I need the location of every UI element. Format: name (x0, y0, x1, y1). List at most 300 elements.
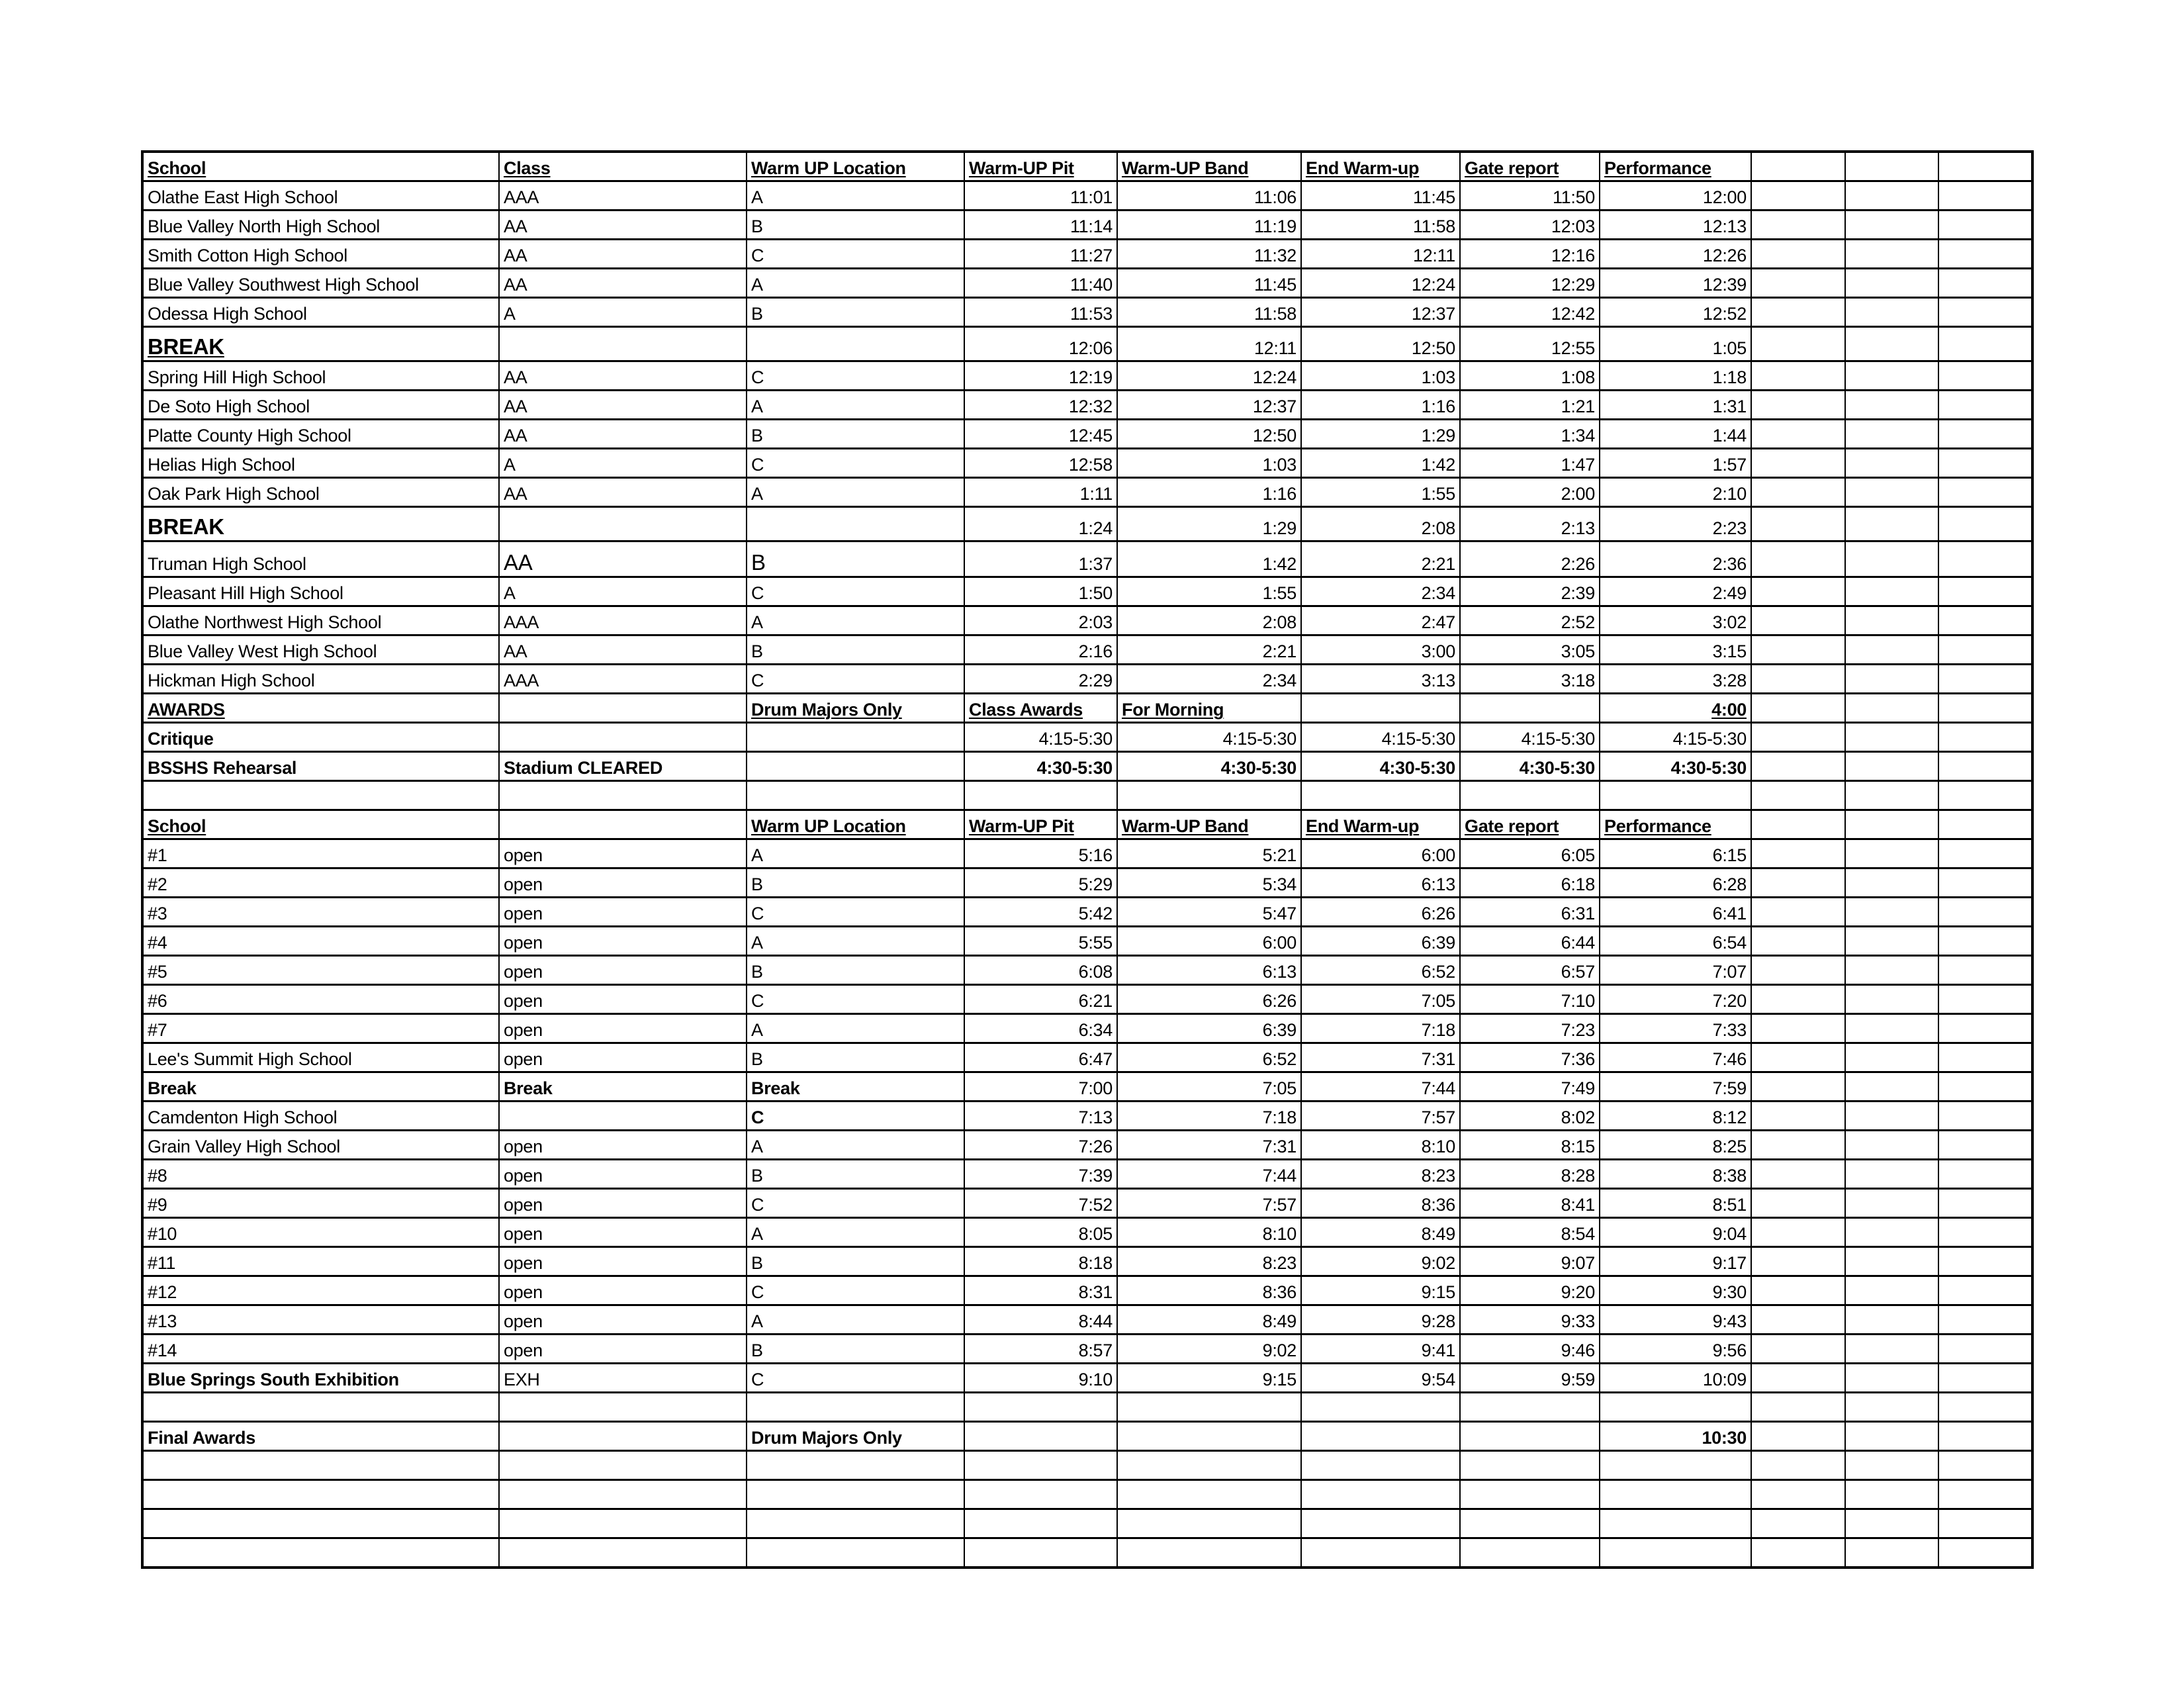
extra-empty-cell (1938, 868, 2032, 898)
warmup-band-cell (1117, 606, 1301, 635)
location-cell (747, 1102, 964, 1131)
performance-cell-text: 8:25 (1712, 1137, 1747, 1156)
school-cell-text: Grain Valley High School (148, 1137, 340, 1156)
gate-report-cell-text: 9:20 (1561, 1282, 1595, 1302)
end-warmup-cell (1301, 1072, 1460, 1102)
extra-empty-cell (1845, 1247, 1938, 1276)
extra-empty-cell (1938, 541, 2032, 577)
end-warmup-cell (1301, 420, 1460, 449)
gate-report-cell (1460, 420, 1600, 449)
extra-empty-cell (1938, 606, 2032, 635)
gate-report-cell-text: 2:00 (1561, 484, 1595, 504)
extra-empty-cell (1845, 956, 1938, 985)
warmup-band-cell (1117, 1364, 1301, 1393)
warmup-pit-cell (964, 635, 1117, 665)
warmup-band-cell (1117, 507, 1301, 541)
class-cell-text: A (504, 583, 516, 603)
end-warmup-cell (1301, 1335, 1460, 1364)
location-cell-text: C (751, 671, 764, 690)
performance-cell (1600, 868, 1751, 898)
extra-empty-cell (1845, 1422, 1938, 1451)
warmup-pit-cell (964, 1393, 1117, 1422)
gate-report-cell (1460, 985, 1600, 1014)
warmup-pit-cell (964, 240, 1117, 269)
end-warmup-cell-text: 8:23 (1421, 1166, 1455, 1186)
location-cell (747, 956, 964, 985)
gate-report-cell-text: 1:34 (1561, 426, 1595, 445)
location-cell-text: C (751, 904, 764, 923)
school-cell-text: #10 (148, 1224, 177, 1244)
class-cell (499, 665, 747, 694)
warmup-pit-cell (964, 449, 1117, 478)
gate-report-cell-text: 7:49 (1561, 1078, 1595, 1098)
schedule-row (142, 752, 2032, 781)
location-cell (747, 635, 964, 665)
warmup-pit-cell (964, 478, 1117, 507)
empty-cell (964, 1451, 1117, 1480)
warmup-pit-cell-text: 8:44 (1078, 1311, 1113, 1331)
school-cell-text: #6 (148, 991, 167, 1011)
extra-empty-cell (1938, 723, 2032, 752)
school-cell-text: Spring Hill High School (148, 367, 326, 387)
warmup-band-cell-text: 4:15-5:30 (1222, 729, 1297, 749)
extra-empty-cell (1751, 810, 1845, 839)
section2-header-row (142, 810, 2032, 839)
location-cell-text: B (751, 874, 763, 894)
school-cell (142, 478, 499, 507)
warmup-pit-cell-text: 8:57 (1078, 1340, 1113, 1360)
gate-report-cell (1460, 1131, 1600, 1160)
end-warmup-cell-text: 4:15-5:30 (1381, 729, 1455, 749)
location-cell (747, 927, 964, 956)
location-cell (747, 1247, 964, 1276)
empty-cell (1751, 1538, 1845, 1568)
school-cell-text: #12 (148, 1282, 177, 1302)
column-header-school-text: School (148, 816, 206, 836)
warmup-pit-cell-text: 11:01 (1069, 187, 1113, 207)
schedule-row (142, 1364, 2032, 1393)
school-cell-text: #9 (148, 1195, 167, 1215)
column-header-class-text: Class (504, 158, 551, 178)
end-warmup-cell-text: 6:26 (1421, 904, 1455, 923)
performance-cell-text: 2:23 (1712, 518, 1747, 538)
class-cell (499, 449, 747, 478)
schedule-row (142, 694, 2032, 723)
class-cell (499, 1072, 747, 1102)
location-cell-text: C (751, 1282, 764, 1302)
location-cell-text: A (751, 1224, 763, 1244)
schedule-row (142, 327, 2032, 361)
end-warmup-cell-text: 7:44 (1421, 1078, 1455, 1098)
extra-empty-cell (1751, 298, 1845, 327)
school-cell-text: Olathe East High School (148, 187, 338, 207)
school-cell (142, 211, 499, 240)
warmup-band-cell (1117, 1043, 1301, 1072)
school-cell-text: De Soto High School (148, 397, 310, 416)
warmup-pit-cell (964, 665, 1117, 694)
end-warmup-cell-text: 2:21 (1421, 554, 1455, 574)
warmup-pit-cell-text: 12:32 (1068, 397, 1113, 416)
empty-cell (1600, 781, 1751, 810)
schedule-row (142, 361, 2032, 391)
extra-empty-cell (1938, 181, 2032, 211)
gate-report-cell (1460, 298, 1600, 327)
empty-cell (747, 1480, 964, 1509)
warmup-pit-cell (964, 606, 1117, 635)
end-warmup-cell (1301, 507, 1460, 541)
gate-report-cell-text: 2:13 (1561, 518, 1595, 538)
extra-empty-cell (1751, 868, 1845, 898)
performance-cell-text: 8:51 (1712, 1195, 1747, 1215)
extra-empty-cell (1751, 927, 1845, 956)
column-header-school (142, 810, 499, 839)
school-cell (142, 327, 499, 361)
gate-report-cell-text: 1:47 (1561, 455, 1595, 475)
warmup-band-cell (1117, 956, 1301, 985)
gate-report-cell (1460, 269, 1600, 298)
extra-empty-cell (1845, 868, 1938, 898)
extra-empty-cell (1845, 1305, 1938, 1335)
warmup-band-cell-text: 4:30-5:30 (1220, 758, 1297, 778)
class-cell-text: AA (504, 550, 533, 575)
extra-empty-cell (1751, 1102, 1845, 1131)
end-warmup-cell-text: 8:49 (1421, 1224, 1455, 1244)
warmup-band-cell (1117, 868, 1301, 898)
school-cell (142, 1335, 499, 1364)
section1-header-row (142, 152, 2032, 181)
location-cell (747, 181, 964, 211)
extra-empty-cell (1751, 1393, 1845, 1422)
end-warmup-cell (1301, 478, 1460, 507)
extra-empty-cell (1845, 665, 1938, 694)
extra-empty-cell (1751, 478, 1845, 507)
class-cell (499, 752, 747, 781)
location-cell (747, 211, 964, 240)
class-cell-text: open (504, 1340, 543, 1360)
warmup-band-cell (1117, 327, 1301, 361)
school-cell-text: Oak Park High School (148, 484, 320, 504)
gate-report-cell (1460, 1247, 1600, 1276)
end-warmup-cell (1301, 665, 1460, 694)
end-warmup-cell-text: 11:45 (1412, 187, 1455, 207)
warmup-pit-cell-text: 5:55 (1078, 933, 1113, 953)
location-cell-text: B (751, 1340, 763, 1360)
class-cell (499, 898, 747, 927)
column-header-location (747, 152, 964, 181)
extra-empty-cell (1938, 1131, 2032, 1160)
location-cell-text: A (751, 187, 763, 207)
end-warmup-cell-text: 9:02 (1421, 1253, 1455, 1273)
extra-empty-cell (1845, 752, 1938, 781)
extra-empty-cell (1938, 1422, 2032, 1451)
warmup-band-cell-text: 7:18 (1262, 1107, 1297, 1127)
end-warmup-cell-text: 3:13 (1421, 671, 1455, 690)
performance-cell (1600, 1102, 1751, 1131)
extra-empty-cell (1938, 327, 2032, 361)
performance-cell-text: 1:57 (1712, 455, 1747, 475)
extra-empty-cell (1938, 665, 2032, 694)
warmup-band-cell (1117, 181, 1301, 211)
extra-empty-cell (1938, 152, 2032, 181)
end-warmup-cell (1301, 635, 1460, 665)
warmup-pit-cell (964, 956, 1117, 985)
warmup-band-cell (1117, 1160, 1301, 1189)
column-header-pit (964, 810, 1117, 839)
class-cell-text: open (504, 1049, 543, 1069)
gate-report-cell-text: 7:10 (1561, 991, 1595, 1011)
warmup-band-cell-text: 11:06 (1253, 187, 1297, 207)
class-cell (499, 1131, 747, 1160)
school-cell-text: #5 (148, 962, 167, 982)
performance-cell-text: 7:46 (1712, 1049, 1747, 1069)
school-cell (142, 1131, 499, 1160)
schedule-row (142, 1014, 2032, 1043)
column-header-location-text: Warm UP Location (751, 158, 906, 178)
class-cell (499, 181, 747, 211)
extra-empty-cell (1845, 635, 1938, 665)
school-cell-text: #11 (148, 1253, 176, 1273)
class-cell (499, 1335, 747, 1364)
warmup-band-cell-text: 1:55 (1262, 583, 1297, 603)
class-cell-text: open (504, 962, 543, 982)
school-cell (142, 1160, 499, 1189)
end-warmup-cell (1301, 391, 1460, 420)
warmup-pit-cell (964, 694, 1117, 723)
schedule-row (142, 1072, 2032, 1102)
warmup-band-cell-text: 6:26 (1262, 991, 1297, 1011)
schedule-row (142, 1335, 2032, 1364)
location-cell (747, 694, 964, 723)
empty-cell (1600, 1451, 1751, 1480)
extra-empty-cell (1751, 1276, 1845, 1305)
end-warmup-cell (1301, 1276, 1460, 1305)
schedule-row (142, 1305, 2032, 1335)
warmup-band-cell (1117, 1218, 1301, 1247)
empty-cell (1117, 781, 1301, 810)
gate-report-cell (1460, 211, 1600, 240)
warmup-pit-cell-text: 7:26 (1078, 1137, 1113, 1156)
warmup-band-cell (1117, 839, 1301, 868)
extra-empty-cell (1845, 449, 1938, 478)
warmup-pit-cell-text: 6:21 (1078, 991, 1113, 1011)
warmup-band-cell-text: 7:31 (1262, 1137, 1297, 1156)
performance-cell (1600, 723, 1751, 752)
end-warmup-cell (1301, 1218, 1460, 1247)
school-cell (142, 752, 499, 781)
warmup-pit-cell-text: 11:14 (1069, 216, 1113, 236)
blank-row (142, 781, 2032, 810)
location-cell-text: B (751, 1253, 763, 1273)
class-cell-text: Break (504, 1078, 553, 1098)
gate-report-cell (1460, 1043, 1600, 1072)
class-cell (499, 1276, 747, 1305)
warmup-band-cell (1117, 723, 1301, 752)
location-cell (747, 723, 964, 752)
warmup-pit-cell-text: 5:42 (1078, 904, 1113, 923)
warmup-band-cell (1117, 1102, 1301, 1131)
performance-cell-text: 9:30 (1712, 1282, 1747, 1302)
schedule-row (142, 1218, 2032, 1247)
class-cell (499, 577, 747, 606)
location-cell-text: A (751, 933, 763, 953)
column-header-performance (1600, 152, 1751, 181)
warmup-band-cell-text: 12:50 (1252, 426, 1297, 445)
extra-empty-cell (1938, 752, 2032, 781)
end-warmup-cell (1301, 898, 1460, 927)
extra-empty-cell (1751, 327, 1845, 361)
end-warmup-cell (1301, 298, 1460, 327)
performance-cell-text: 9:04 (1712, 1224, 1747, 1244)
extra-empty-cell (1751, 1305, 1845, 1335)
location-cell (747, 269, 964, 298)
empty-cell (1117, 1509, 1301, 1538)
location-cell-text: Break (751, 1078, 800, 1098)
gate-report-cell (1460, 1393, 1600, 1422)
school-cell (142, 956, 499, 985)
class-cell-text: AA (504, 641, 527, 661)
empty-cell (499, 1480, 747, 1509)
extra-empty-cell (1845, 478, 1938, 507)
extra-empty-cell (1751, 240, 1845, 269)
warmup-pit-cell-text: 12:06 (1068, 338, 1113, 358)
performance-cell-text: 6:54 (1712, 933, 1747, 953)
gate-report-cell (1460, 1014, 1600, 1043)
performance-cell-text: 9:17 (1712, 1253, 1747, 1273)
empty-cell (1460, 1509, 1600, 1538)
gate-report-cell-text: 12:42 (1551, 304, 1595, 324)
performance-cell (1600, 1305, 1751, 1335)
schedule-row (142, 1131, 2032, 1160)
class-cell (499, 240, 747, 269)
extra-empty-cell (1751, 1072, 1845, 1102)
extra-empty-cell (1938, 1305, 2032, 1335)
empty-cell (1751, 781, 1845, 810)
warmup-band-cell-text: 7:05 (1262, 1078, 1297, 1098)
school-cell-text: Blue Springs South Exhibition (148, 1370, 399, 1389)
extra-empty-cell (1938, 635, 2032, 665)
warmup-band-cell (1117, 478, 1301, 507)
gate-report-cell (1460, 1160, 1600, 1189)
extra-empty-cell (1845, 723, 1938, 752)
extra-empty-cell (1845, 606, 1938, 635)
extra-empty-cell (1938, 956, 2032, 985)
end-warmup-cell-text: 1:16 (1421, 397, 1455, 416)
extra-empty-cell (1845, 1276, 1938, 1305)
warmup-band-cell (1117, 1247, 1301, 1276)
performance-cell (1600, 449, 1751, 478)
warmup-pit-cell (964, 898, 1117, 927)
schedule-row (142, 1189, 2032, 1218)
warmup-pit-cell (964, 1043, 1117, 1072)
empty-cell (964, 781, 1117, 810)
class-cell (499, 361, 747, 391)
location-cell-text: A (751, 275, 763, 295)
performance-cell (1600, 898, 1751, 927)
schedule-row (142, 269, 2032, 298)
performance-cell-text: 1:44 (1712, 426, 1747, 445)
class-cell-text: open (504, 1224, 543, 1244)
end-warmup-cell-text: 6:13 (1421, 874, 1455, 894)
school-cell-text: Final Awards (148, 1428, 255, 1448)
gate-report-cell-text: 1:08 (1561, 367, 1595, 387)
school-cell-text: Blue Valley Southwest High School (148, 275, 419, 295)
performance-cell (1600, 1189, 1751, 1218)
schedule-row (142, 868, 2032, 898)
end-warmup-cell (1301, 1247, 1460, 1276)
schedule-row (142, 1102, 2032, 1131)
location-cell-text: B (751, 641, 763, 661)
location-cell-text: C (751, 1107, 764, 1127)
end-warmup-cell (1301, 361, 1460, 391)
extra-empty-cell (1938, 1160, 2032, 1189)
column-header-gate (1460, 810, 1600, 839)
empty-cell (1600, 1480, 1751, 1509)
performance-cell (1600, 1335, 1751, 1364)
school-cell-text: #7 (148, 1020, 167, 1040)
column-header-band-text: Warm-UP Band (1122, 158, 1249, 178)
performance-cell-text: 1:18 (1712, 367, 1747, 387)
extra-empty-cell (1751, 577, 1845, 606)
warmup-pit-cell-text: 12:19 (1068, 367, 1113, 387)
gate-report-cell (1460, 1218, 1600, 1247)
performance-cell-text: 12:26 (1702, 246, 1747, 265)
column-header-gate-text: Gate report (1465, 158, 1559, 178)
end-warmup-cell-text: 1:42 (1421, 455, 1455, 475)
extra-empty-cell (1751, 1131, 1845, 1160)
gate-report-cell-text: 12:55 (1551, 338, 1595, 358)
warmup-band-cell (1117, 1131, 1301, 1160)
warmup-pit-cell (964, 752, 1117, 781)
schedule-row (142, 211, 2032, 240)
extra-empty-cell (1751, 665, 1845, 694)
location-cell (747, 361, 964, 391)
extra-empty-cell (1845, 298, 1938, 327)
column-header-school-text: School (148, 158, 206, 178)
school-cell (142, 868, 499, 898)
gate-report-cell-text: 8:15 (1561, 1137, 1595, 1156)
location-cell (747, 839, 964, 868)
performance-cell (1600, 181, 1751, 211)
schedule-table (141, 150, 2034, 1569)
school-cell (142, 665, 499, 694)
extra-empty-cell (1845, 1160, 1938, 1189)
warmup-pit-cell (964, 1276, 1117, 1305)
gate-report-cell (1460, 868, 1600, 898)
class-cell (499, 507, 747, 541)
extra-empty-cell (1751, 956, 1845, 985)
location-cell (747, 420, 964, 449)
end-warmup-cell (1301, 723, 1460, 752)
warmup-pit-cell (964, 541, 1117, 577)
empty-cell (499, 781, 747, 810)
warmup-band-cell (1117, 1422, 1301, 1451)
warmup-pit-cell (964, 1422, 1117, 1451)
class-cell (499, 1043, 747, 1072)
warmup-band-cell-text: 7:57 (1262, 1195, 1297, 1215)
location-cell (747, 898, 964, 927)
extra-empty-cell (1845, 361, 1938, 391)
gate-report-cell-text: 11:50 (1552, 187, 1595, 207)
performance-cell-text: 12:52 (1702, 304, 1747, 324)
warmup-band-cell-text: For Morning (1122, 700, 1224, 720)
warmup-band-cell-text: 8:49 (1262, 1311, 1297, 1331)
warmup-pit-cell-text: 9:10 (1078, 1370, 1113, 1389)
warmup-band-cell (1117, 1072, 1301, 1102)
empty-cell (1845, 781, 1938, 810)
extra-empty-cell (1938, 898, 2032, 927)
end-warmup-cell (1301, 1102, 1460, 1131)
location-cell-text: A (751, 612, 763, 632)
